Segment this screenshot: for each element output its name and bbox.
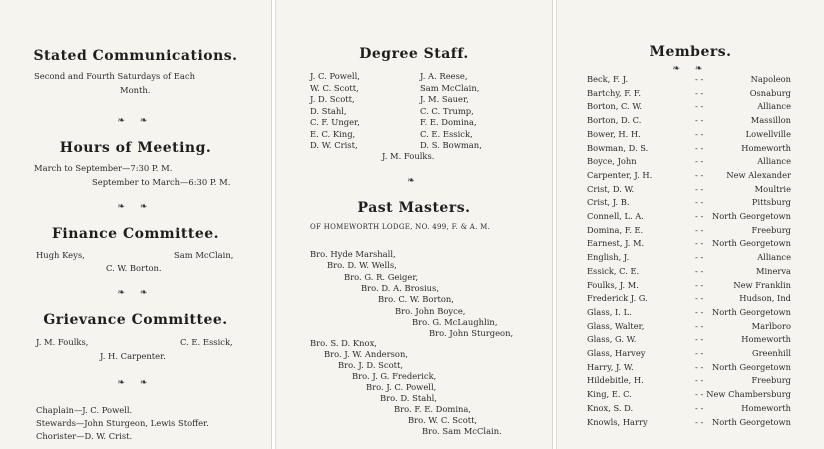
member-separator: - - xyxy=(695,142,704,153)
member-name: Bower, H. H. xyxy=(587,128,641,139)
degree-staff-name: J. A. Reese, xyxy=(420,71,468,81)
past-master-name: Bro. C. W. Borton, xyxy=(378,294,454,305)
past-master-name: Bro. F. E. Domina, xyxy=(394,404,472,414)
member-separator: - - xyxy=(695,115,704,126)
member-separator: - - xyxy=(695,279,704,290)
member-separator: - - xyxy=(695,348,704,358)
member-town: North Georgetown xyxy=(711,416,791,427)
ornament-icon: ❧ ❧ xyxy=(117,202,154,212)
member-town: New Franklin xyxy=(733,279,791,290)
member-name: Borton, C. W. xyxy=(587,101,643,112)
past-master-name: Bro. Hyde Marshall, xyxy=(310,249,396,259)
member-separator: - - xyxy=(695,197,704,208)
member-name: Domina, F. E. xyxy=(587,224,644,235)
member-separator: - - xyxy=(695,265,704,276)
finance-heading: Finance Committee. xyxy=(51,226,220,242)
past-masters-heading: Past Masters. xyxy=(357,200,471,216)
degree-staff-name: D. Stahl, xyxy=(310,105,347,116)
member-name: Bowman, D. S. xyxy=(587,142,649,153)
member-name: Crist, J. B. xyxy=(587,197,630,208)
member-name: Foulks, J. M. xyxy=(587,279,639,290)
member-name: Harry, J. W. xyxy=(587,361,634,372)
degree-staff-last: J. M. Foulks. xyxy=(382,151,435,161)
past-master-name: Bro. John Sturgeon, xyxy=(429,328,514,339)
degree-staff-name: E. C. King, xyxy=(310,128,356,139)
member-separator: - - xyxy=(695,334,704,345)
member-town: Minerva xyxy=(755,265,791,276)
grievance-member: J. H. Carpenter. xyxy=(100,351,166,361)
grievance-member: C. E. Essick, xyxy=(180,337,233,347)
member-separator: - - xyxy=(695,156,704,167)
member-separator: - - xyxy=(695,375,704,386)
member-town: Osnaburg xyxy=(749,87,791,98)
past-master-name: Bro. John Boyce, xyxy=(395,305,466,316)
member-town: Massillon xyxy=(750,115,791,126)
past-master-name: Bro. G. McLaughlin, xyxy=(412,316,498,327)
member-name: Essick, C. E. xyxy=(587,265,640,276)
member-town: New Alexander xyxy=(726,169,791,180)
member-name: Borton, D. C. xyxy=(587,115,642,126)
member-name: Frederick J. G. xyxy=(587,293,648,304)
past-master-name: Bro. S. D. Knox, xyxy=(310,338,377,348)
member-separator: - - xyxy=(695,238,704,249)
member-town: North Georgetown xyxy=(711,238,791,249)
degree-staff-name: C. E. Essick, xyxy=(420,128,473,139)
member-separator: - - xyxy=(695,252,704,263)
past-master-name: Bro. Sam McClain. xyxy=(422,426,502,436)
member-separator: - - xyxy=(695,389,704,400)
ornament-icon: ❧ ❧ xyxy=(117,378,154,388)
members-heading: Members. xyxy=(649,44,732,60)
past-master-name: Bro. W. C. Scott, xyxy=(408,415,478,425)
member-name: Carpenter, J. H. xyxy=(587,169,653,180)
member-separator: - - xyxy=(695,74,704,84)
chorister-line: Chorister—D. W. Crist. xyxy=(36,431,133,441)
degree-staff-name: Sam McClain, xyxy=(420,82,480,93)
member-name: Beck, F. J. xyxy=(587,74,629,84)
member-town: Lowellville xyxy=(745,128,791,139)
member-separator: - - xyxy=(695,128,704,139)
member-name: Knox, S. D. xyxy=(587,402,634,413)
member-name: Glass, I. L. xyxy=(587,306,632,317)
member-name: Glass, Walter, xyxy=(587,320,645,331)
degree-staff-heading: Degree Staff. xyxy=(359,46,469,62)
member-town: Marlboro xyxy=(751,320,791,331)
stated-line-2: Month. xyxy=(120,85,151,95)
member-town: Hudson, Ind xyxy=(739,293,791,304)
member-name: Glass, G. W. xyxy=(587,334,637,345)
degree-staff-name: D. W. Crist, xyxy=(310,140,358,150)
member-name: King, E. C. xyxy=(587,389,632,400)
left-panel xyxy=(0,0,272,449)
member-name: Earnest, J. M. xyxy=(587,238,645,249)
right-panel xyxy=(556,0,824,449)
ornament-icon: ❧ xyxy=(407,176,421,186)
past-masters-subtitle: OF HOMEWORTH LODGE, NO. 499, F. & A. M. xyxy=(310,223,491,231)
member-separator: - - xyxy=(695,183,704,194)
member-separator: - - xyxy=(695,211,704,221)
member-town: North Georgetown xyxy=(711,361,791,372)
member-separator: - - xyxy=(695,101,704,112)
member-town: Freeburg xyxy=(751,375,791,386)
member-name: Glass, Harvey xyxy=(587,348,646,358)
finance-member: Hugh Keys, xyxy=(36,250,85,260)
past-master-name: Bro. J. D. Scott, xyxy=(338,360,404,370)
member-name: English, J. xyxy=(587,252,630,263)
ornament-icon: ❧ ❧ xyxy=(117,116,154,126)
finance-member: C. W. Borton. xyxy=(106,263,162,273)
stated-communications-heading: Stated Communications. xyxy=(33,48,238,64)
degree-staff-name: D. S. Bowman, xyxy=(420,140,482,150)
degree-staff-name: W. C. Scott, xyxy=(310,82,359,93)
member-town: Homeworth xyxy=(741,142,791,153)
member-separator: - - xyxy=(695,306,704,317)
member-separator: - - xyxy=(695,169,704,180)
finance-member: Sam McClain, xyxy=(174,250,234,260)
member-separator: - - xyxy=(695,224,704,235)
degree-staff-name: F. E. Domina, xyxy=(420,117,477,127)
member-town: Napoleon xyxy=(750,74,791,84)
member-town: Freeburg xyxy=(751,224,791,235)
member-town: North Georgetown xyxy=(711,211,791,221)
member-town: Pittsburg xyxy=(751,197,791,208)
member-name: Crist, D. W. xyxy=(587,183,635,194)
member-town: Homeworth xyxy=(741,402,791,413)
member-town: Greenhill xyxy=(751,348,791,358)
past-master-name: Bro. D. Stahl, xyxy=(380,393,437,403)
past-master-name: Bro. D. A. Brosius, xyxy=(361,282,440,293)
ornament-icon: ❧ ❧ xyxy=(672,64,709,74)
grievance-heading: Grievance Committee. xyxy=(43,312,228,328)
grievance-member: J. M. Foulks, xyxy=(36,337,89,347)
member-town: North Georgetown xyxy=(711,306,791,317)
degree-staff-name: J. M. Sauer, xyxy=(420,94,469,104)
member-town: Alliance xyxy=(757,252,791,263)
member-name: Hildebitle, H. xyxy=(587,375,644,386)
member-name: Knowls, Harry xyxy=(587,416,648,427)
past-master-name: Bro. J. G. Frederick, xyxy=(352,371,437,381)
past-master-name: Bro. J. C. Powell, xyxy=(366,382,437,392)
member-name: Boyce, John xyxy=(587,156,637,167)
member-town: Homeworth xyxy=(741,334,791,345)
chaplain-line: Chaplain—J. C. Powell. xyxy=(36,405,133,415)
past-master-name: Bro. J. W. Anderson, xyxy=(324,349,409,359)
member-town: Alliance xyxy=(757,156,791,167)
member-separator: - - xyxy=(695,87,704,98)
member-name: Bartchy, F. F. xyxy=(587,87,642,98)
member-separator: - - xyxy=(695,320,704,331)
member-name: Connell, L. A. xyxy=(587,211,644,221)
hours-line-2: September to March—6:30 P. M. xyxy=(92,177,231,187)
member-separator: - - xyxy=(695,361,704,372)
stewards-line: Stewards—John Sturgeon, Lewis Stoffer. xyxy=(36,418,209,428)
degree-staff-name: J. D. Scott, xyxy=(310,94,355,104)
degree-staff-name: C. C. Trump, xyxy=(420,105,474,116)
middle-panel xyxy=(275,0,553,449)
ornament-icon: ❧ ❧ xyxy=(117,288,154,298)
degree-staff-name: C. F. Unger, xyxy=(310,117,360,127)
member-town: Alliance xyxy=(757,101,791,112)
past-master-name: Bro. D. W. Wells, xyxy=(327,260,397,271)
member-separator: - - xyxy=(695,293,704,304)
hours-line-1: March to September—7:30 P. M. xyxy=(34,163,173,173)
hours-heading: Hours of Meeting. xyxy=(59,140,212,156)
past-master-name: Bro. G. R. Geiger, xyxy=(344,271,419,282)
member-separator: - - xyxy=(695,402,704,413)
member-separator: - - xyxy=(695,416,704,427)
degree-staff-name: J. C. Powell, xyxy=(310,71,360,81)
member-town: New Chambersburg xyxy=(706,389,791,400)
member-town: Moultrie xyxy=(754,183,791,194)
stated-line-1: Second and Fourth Saturdays of Each xyxy=(34,71,196,81)
